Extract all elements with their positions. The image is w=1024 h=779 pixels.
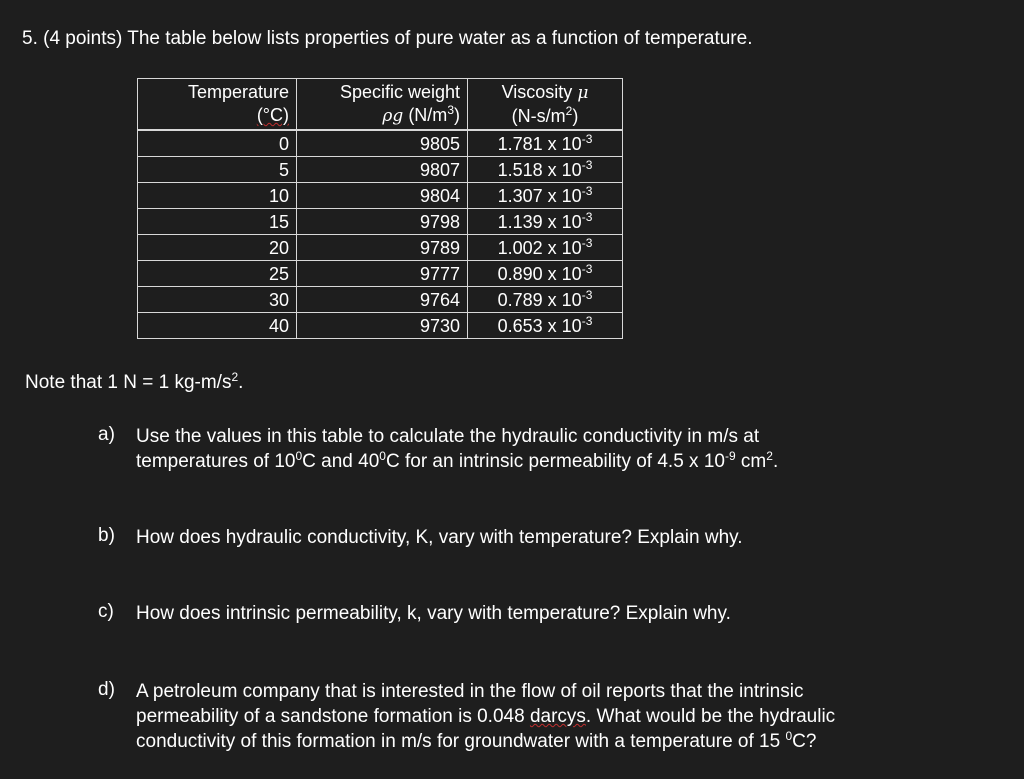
unit-note [25, 372, 243, 394]
viscosity-mantissa: 1.307 x 10 [497, 185, 582, 206]
header-temperature-label: Temperature [187, 82, 289, 102]
table-row [138, 287, 623, 313]
specific-weight-cell: 9807 [297, 157, 468, 183]
table-row [138, 235, 623, 261]
table-row [138, 261, 623, 287]
viscosity-exponent: -3 [581, 209, 593, 224]
viscosity-mantissa: 1.518 x 10 [497, 159, 582, 180]
rho-g-symbol: ρg [382, 105, 404, 126]
note-end: . [238, 372, 244, 393]
water-properties-table [137, 78, 623, 339]
viscosity-unit-end: ) [572, 105, 579, 126]
part-a-deg2: 0 [379, 449, 386, 463]
part-d-deg: 0 [785, 729, 793, 743]
question-title: 5. (4 points) The table below lists properties of pure water as a function of temperature. [22, 28, 753, 49]
mu-symbol: μ [577, 82, 589, 103]
viscosity-mantissa: 0.789 x 10 [497, 289, 582, 310]
viscosity-label-text: Viscosity [501, 81, 578, 102]
header-viscosity-label [475, 81, 615, 105]
viscosity-mantissa: 0.653 x 10 [497, 315, 582, 336]
specific-weight-cell: 9789 [297, 235, 468, 261]
part-d-letter: d) [98, 679, 115, 700]
part-c-text: How does intrinsic permeability, k, vary with temperature? Explain why. [136, 603, 731, 624]
part-d-darcys: darcys [529, 706, 586, 727]
part-d-seg4: C? [792, 731, 817, 752]
viscosity-mantissa: 1.781 x 10 [497, 133, 582, 154]
table-row [138, 157, 623, 183]
table-row [138, 130, 623, 157]
table-header-row [138, 79, 623, 131]
part-a-exp: -9 [724, 449, 736, 463]
specific-weight-cell: 9804 [297, 183, 468, 209]
header-specific-weight-unit [304, 104, 460, 128]
table-row [138, 313, 623, 339]
viscosity-cell [468, 287, 623, 313]
part-d-seg1: permeability of a sandstone formation is 0.048 [136, 706, 530, 727]
specific-weight-cell: 9805 [297, 130, 468, 157]
viscosity-exponent: -3 [581, 313, 593, 328]
viscosity-cell [468, 157, 623, 183]
part-d-seg3: conductivity of this formation in m/s for groundwater with a temperature of 15 [136, 731, 786, 752]
part-d-seg2: . What would be the hydraulic [585, 706, 836, 727]
header-temperature-unit [145, 104, 289, 127]
part-b-letter: b) [98, 525, 115, 546]
part-a-seg2: C and 40 [302, 451, 380, 472]
note-sup: 2 [231, 370, 239, 384]
header-temperature-unit-text: (°C) [256, 105, 289, 125]
temperature-cell: 20 [138, 235, 297, 261]
viscosity-exponent: -3 [581, 287, 593, 302]
viscosity-unit: (N-s/m [511, 105, 566, 126]
temperature-cell: 40 [138, 313, 297, 339]
temperature-cell: 5 [138, 157, 297, 183]
table-row [138, 209, 623, 235]
part-a-seg1: temperatures of 10 [136, 451, 296, 472]
temperature-cell: 30 [138, 287, 297, 313]
part-b-text: How does hydraulic conductivity, K, vary with temperature? Explain why. [136, 527, 743, 548]
viscosity-cell [468, 209, 623, 235]
viscosity-exponent: -3 [581, 157, 593, 172]
viscosity-cell [468, 313, 623, 339]
header-specific-weight-label: Specific weight [339, 81, 460, 102]
header-viscosity-unit [475, 105, 615, 128]
specific-weight-cell: 9777 [297, 261, 468, 287]
specific-weight-cell: 9764 [297, 287, 468, 313]
temperature-cell: 25 [138, 261, 297, 287]
specific-weight-cell: 9798 [297, 209, 468, 235]
part-d-line3 [136, 729, 835, 754]
viscosity-mantissa: 1.002 x 10 [497, 237, 582, 258]
viscosity-exponent: -3 [581, 235, 593, 250]
part-a-text [136, 424, 778, 474]
temperature-cell: 0 [138, 130, 297, 157]
part-d-line1: A petroleum company that is interested in the flow of oil reports that the intrinsic [136, 681, 804, 702]
table-row [138, 183, 623, 209]
viscosity-exponent: -3 [581, 131, 593, 146]
header-viscosity [468, 79, 623, 131]
part-a-deg1: 0 [295, 449, 303, 463]
note-text: Note that 1 N = 1 kg-m/s [25, 372, 232, 393]
part-a-line1: Use the values in this table to calculate the hydraulic conductivity in m/s at [136, 426, 760, 447]
header-specific-weight [297, 79, 468, 131]
viscosity-exponent: -3 [581, 261, 593, 276]
viscosity-unit-sup: 2 [565, 103, 573, 118]
part-c-letter: c) [98, 601, 114, 622]
viscosity-cell [468, 235, 623, 261]
specific-weight-unit-end: ) [454, 104, 460, 125]
part-a-seg4: cm [735, 451, 767, 472]
header-temperature [138, 79, 297, 131]
part-a-seg3: C for an intrinsic permeability of 4.5 x 10 [385, 451, 725, 472]
viscosity-mantissa: 1.139 x 10 [497, 211, 582, 232]
viscosity-exponent: -3 [581, 183, 593, 198]
part-a-seg5: . [772, 451, 779, 472]
part-d-line2 [136, 704, 835, 729]
viscosity-cell [468, 130, 623, 157]
part-d-text [136, 679, 835, 754]
viscosity-cell [468, 261, 623, 287]
part-a-line2 [136, 449, 778, 474]
specific-weight-unit: (N/m [408, 104, 448, 125]
part-a-letter: a) [98, 424, 115, 445]
viscosity-cell [468, 183, 623, 209]
temperature-cell: 10 [138, 183, 297, 209]
temperature-cell: 15 [138, 209, 297, 235]
part-a-sup: 2 [766, 449, 773, 463]
viscosity-mantissa: 0.890 x 10 [497, 263, 582, 284]
specific-weight-cell: 9730 [297, 313, 468, 339]
specific-weight-unit-sup: 3 [447, 102, 454, 117]
